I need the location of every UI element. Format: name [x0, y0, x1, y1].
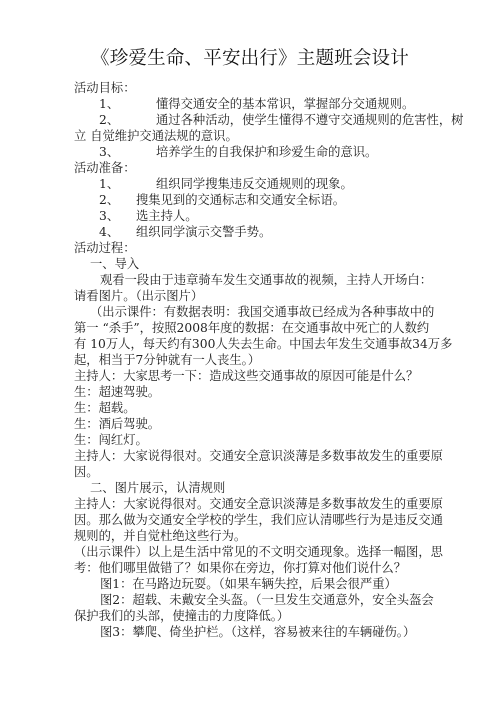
paragraph-line: 生：超载。	[74, 401, 136, 415]
objective-2-text: 通过各种活动，使学生懂得不遵守交通规则的危害性，树	[156, 113, 464, 127]
paragraph-line: 第一 “杀手”，按照2008年度的数据：在交通事故中死亡的人数约	[74, 321, 430, 335]
prep-2-text: 搜集见到的交通标志和交通安全标语。	[136, 193, 346, 207]
paragraph-line: 因。	[74, 465, 99, 479]
prep-4-number: 4、	[99, 225, 120, 239]
paragraph-line: 主持人：大家思考一下：造成这些交通事故的原因可能是什么？	[74, 369, 419, 383]
prep-1-text: 组织同学搜集违反交通规则的现象。	[156, 177, 353, 191]
objectives-heading: 活动目标：	[74, 81, 136, 95]
objective-1-number: 1、	[99, 97, 120, 111]
paragraph-line: 考：他们哪里做错了？如果你在旁边，你打算对他们说什么？	[74, 561, 407, 575]
paragraph-line: 保护我们的头部，使撞击的力度降低。）	[74, 609, 290, 623]
prep-3-number: 3、	[99, 209, 120, 223]
prep-1-number: 1、	[99, 177, 120, 191]
paragraph-line: 请看图片。（出示图片）	[74, 289, 204, 303]
prep-2-number: 2、	[99, 193, 120, 207]
paragraph-line: 生：超速驾驶。	[74, 385, 161, 399]
objective-3-text: 培养学生的自我保护和珍爱生命的意识。	[156, 145, 378, 159]
paragraph-line: 图2：超载、未戴安全头盔。（一旦发生交通意外，安全头盔会	[100, 593, 434, 607]
prep-heading: 活动准备：	[74, 161, 136, 175]
paragraph-line: 观看一段由于违章骑车发生交通事故的视频，主持人开场白：	[100, 273, 433, 287]
prep-4-text: 组织同学演示交警手势。	[136, 225, 272, 239]
objective-2-number: 2、	[99, 113, 120, 127]
paragraph-line: 图1：在马路边玩耍。（如果车辆失控，后果会很严重）	[100, 577, 397, 591]
paragraph-line: 主持人：大家说得很对。交通安全意识淡薄是多数事故发生的重要原	[74, 449, 443, 463]
paragraph-line: （出示课件）以上是生活中常见的不文明交通现象。选择一幅图，思	[74, 545, 443, 559]
objective-3-number: 3、	[99, 145, 120, 159]
section-2-heading: 二、图片展示，认清规则	[90, 481, 226, 495]
paragraph-line: 因。那么做为交通安全学校的学生，我们应认清哪些行为是违反交通	[74, 513, 443, 527]
paragraph-line: 生：闯红灯。	[74, 433, 148, 447]
paragraph-line: 主持人：大家说得很对。交通安全意识淡薄是多数事故发生的重要原	[74, 497, 443, 511]
prep-3-text: 选主持人。	[136, 209, 198, 223]
paragraph-line: 规则的，并自觉杜绝这些行为。	[74, 529, 247, 543]
objective-2-continuation: 立 自觉维护交通法规的意识。	[74, 129, 238, 143]
paragraph-line: 图3：攀爬、倚坐护栏。（这样，容易被来往的车辆碰伤。）	[100, 625, 416, 639]
document-title: 《珍爱生命、平安出行》主题班会设计	[91, 48, 409, 69]
section-1-heading: 一、导入	[90, 257, 140, 271]
paragraph-line: 有 10万人，每天约有300人失去生命。中国去年发生交通事故34万多	[74, 337, 453, 351]
paragraph-line: （出示课件：有数据表明：我国交通事故已经成为各种事故中的	[90, 305, 435, 319]
paragraph-line: 起，相当于7分钟就有一人丧生。）	[74, 353, 261, 367]
objective-1-text: 懂得交通安全的基本常识，掌握部分交通规则。	[156, 97, 415, 111]
paragraph-line: 生：酒后驾驶。	[74, 417, 161, 431]
process-heading: 活动过程：	[74, 241, 136, 255]
